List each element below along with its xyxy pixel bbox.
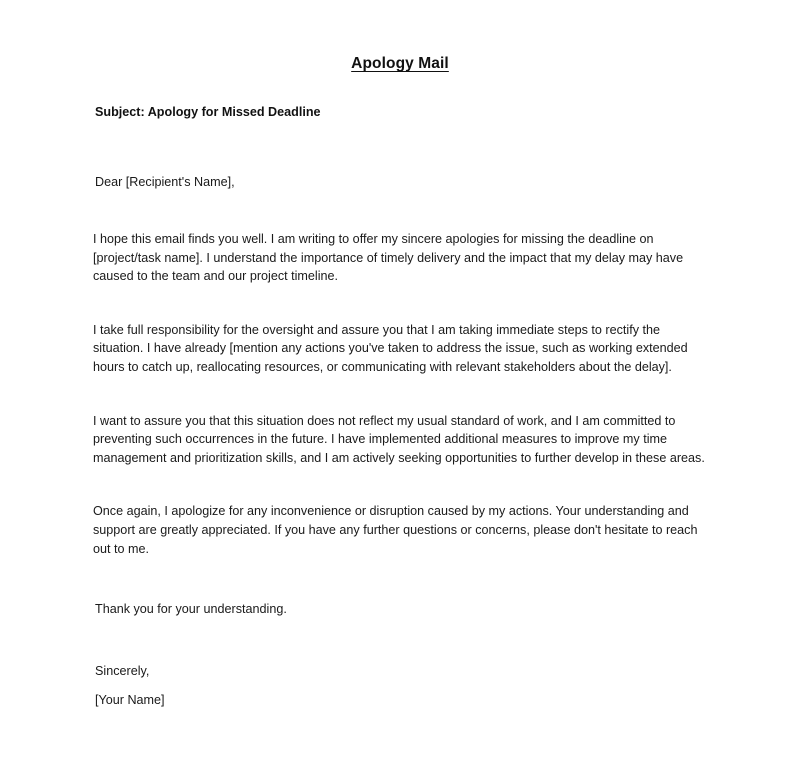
subject-line: Subject: Apology for Missed Deadline [95,105,321,119]
signature-name: [Your Name] [95,693,165,708]
body-paragraph-3: I want to assure you that this situation does not reflect my usual standard of work, and I am committed to preventing such occurrences in the future. I have implemented additional measures to improve my time management and prioritization skills, and I am actively seeking opportunities to further develop in these areas. [93,413,705,465]
body-paragraph-4: Once again, I apologize for any inconvenience or disruption caused by my actions. Your understanding and support are greatly appreciated. If you have any further questions or concerns, please don't hesitate to reach out to me. [93,504,698,556]
salutation: Dear [Recipient's Name], [95,175,235,189]
page-title-text: Apology Mail [351,55,449,73]
body-paragraph-2: I take full responsibility for the oversight and assure you that I am taking immediate steps to rectify the situation. I have already [mention any actions you've taken to address the issue, such as working extended hours to catch up, reallocating resources, or communicating with relevant stakeholders about the delay]. [93,322,688,374]
page-title [0,55,800,73]
closing-thanks: Thank you for your understanding. [95,602,287,617]
sign-off: Sincerely, [95,664,150,679]
letter-body [93,103,707,709]
body-paragraph-1: I hope this email finds you well. I am writing to offer my sincere apologies for missing the deadline on [project/task name]. I understand the importance of timely delivery and the impact that my delay may have caused to the team and our project timeline. [93,232,684,284]
